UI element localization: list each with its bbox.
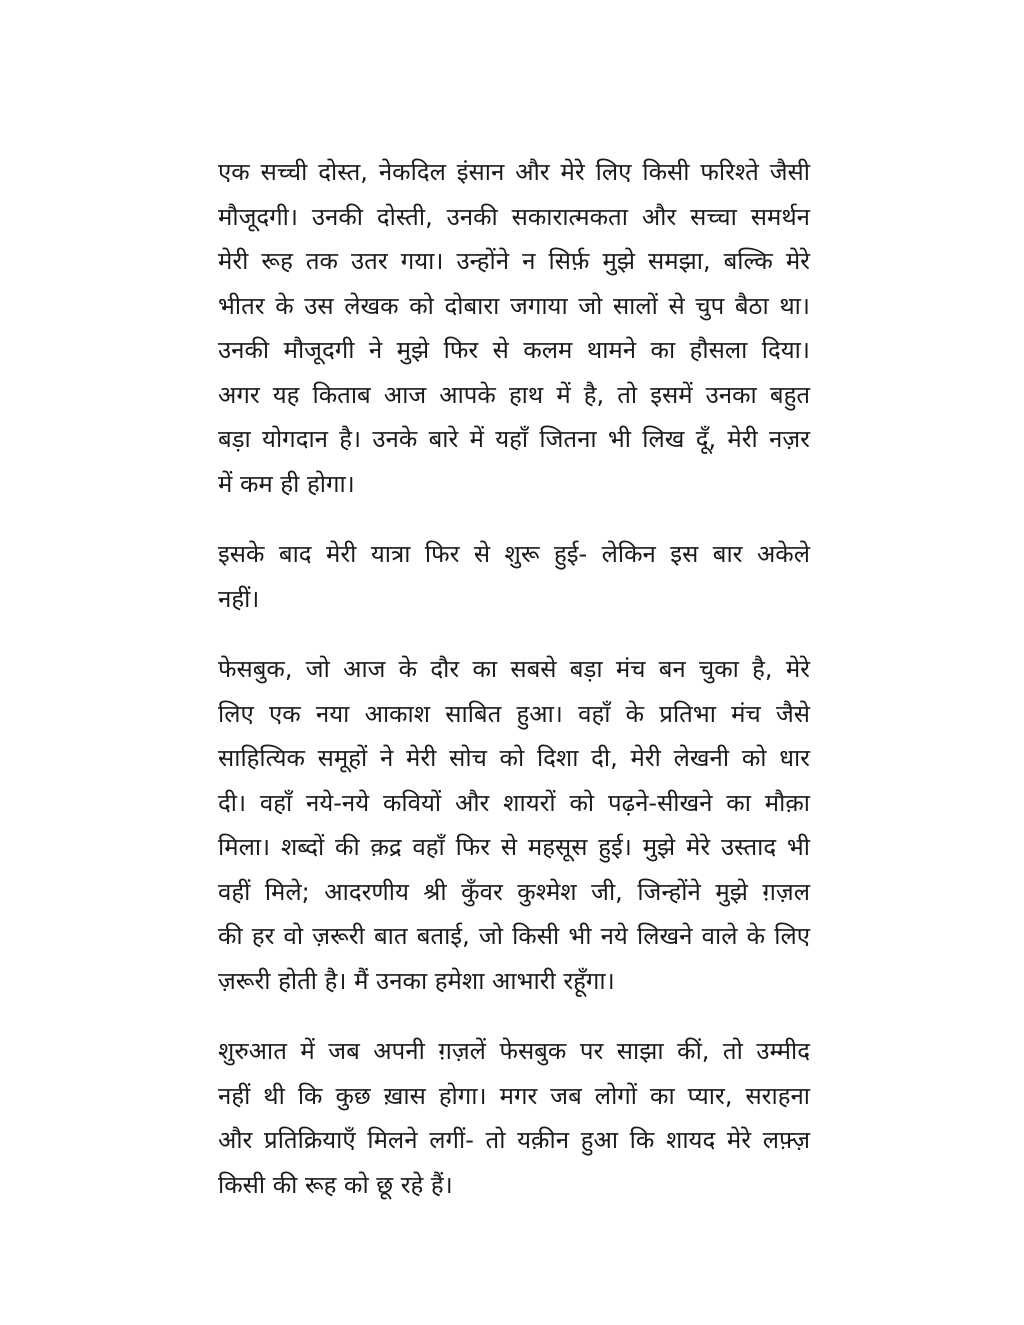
text-line: मिला। शब्दों की क़द्र वहाँ फिर से महसूस हुई। मुझे मेरे उस्ताद भी (218, 833, 810, 861)
text-line: और प्रतिक्रियाएँ मिलने लगीं- तो यक़ीन हुआ कि शायद मेरे लफ़्ज़ (218, 1126, 810, 1154)
text-line: अगर यह किताब आज आपके हाथ में है, तो इसमें उनका बहुत (218, 380, 810, 409)
text-line: साहित्यिक समूहों ने मेरी सोच को दिशा दी, मेरी लेखनी को धार (218, 744, 810, 772)
paragraph-1 (218, 150, 810, 506)
text-line: नहीं। (218, 584, 260, 613)
text-line: किसी की रूह को छू रहे हैं। (218, 1170, 453, 1199)
text-line: भीतर के उस लेखक को दोबारा जगाया जो सालों से चुप बैठा था। (218, 291, 810, 320)
paragraph-2 (218, 532, 810, 621)
text-line: नहीं थी कि कुछ ख़ास होगा। मगर जब लोगों का प्यार, सराहना (218, 1081, 810, 1110)
text-line: दी। वहाँ नये-नये कवियों और शायरों को पढ़ने-सीखने का मौक़ा (218, 788, 810, 817)
text-line: में कम ही होगा। (218, 469, 355, 498)
text-line: फेसबुक, जो आज के दौर का सबसे बड़ा मंच बन चुका है, मेरे (218, 655, 810, 683)
paragraph-4 (218, 1029, 810, 1207)
text-line: एक सच्ची दोस्त, नेकदिल इंसान और मेरे लिए किसी फरिश्ते जैसी (218, 158, 810, 186)
text-line: की हर वो ज़रूरी बात बताई, जो किसी भी नये लिखने वाले के लिए (218, 922, 810, 950)
text-line: शुरुआत में जब अपनी ग़ज़लें फेसबुक पर साझा कीं, तो उम्मीद (218, 1037, 810, 1065)
text-line: उनकी मौजूदगी ने मुझे फिर से कलम थामने का हौसला दिया। (218, 336, 810, 364)
text-line: वहीं मिले; आदरणीय श्री कुँवर कुश्मेश जी, जिन्होंने मुझे ग़ज़ल (218, 877, 810, 906)
text-line: मौजूदगी। उनकी दोस्ती, उनकी सकारात्मकता और सच्चा समर्थन (218, 202, 810, 231)
text-line: ज़रूरी होती है। मैं उनका हमेशा आभारी रहूँगा। (218, 966, 615, 995)
paragraph-3 (218, 647, 810, 1003)
text-line: लिए एक नया आकाश साबित हुआ। वहाँ के प्रतिभा मंच जैसे (218, 699, 810, 728)
body-text (218, 150, 810, 1233)
text-line: इसके बाद मेरी यात्रा फिर से शुरू हुई- लेकिन इस बार अकेले (218, 540, 810, 568)
text-line: मेरी रूह तक उतर गया। उन्होंने न सिर्फ़ मुझे समझा, बल्कि मेरे (218, 247, 810, 275)
text-line: बड़ा योगदान है। उनके बारे में यहाँ जितना भी लिख दूँ, मेरी नज़र (218, 425, 810, 453)
